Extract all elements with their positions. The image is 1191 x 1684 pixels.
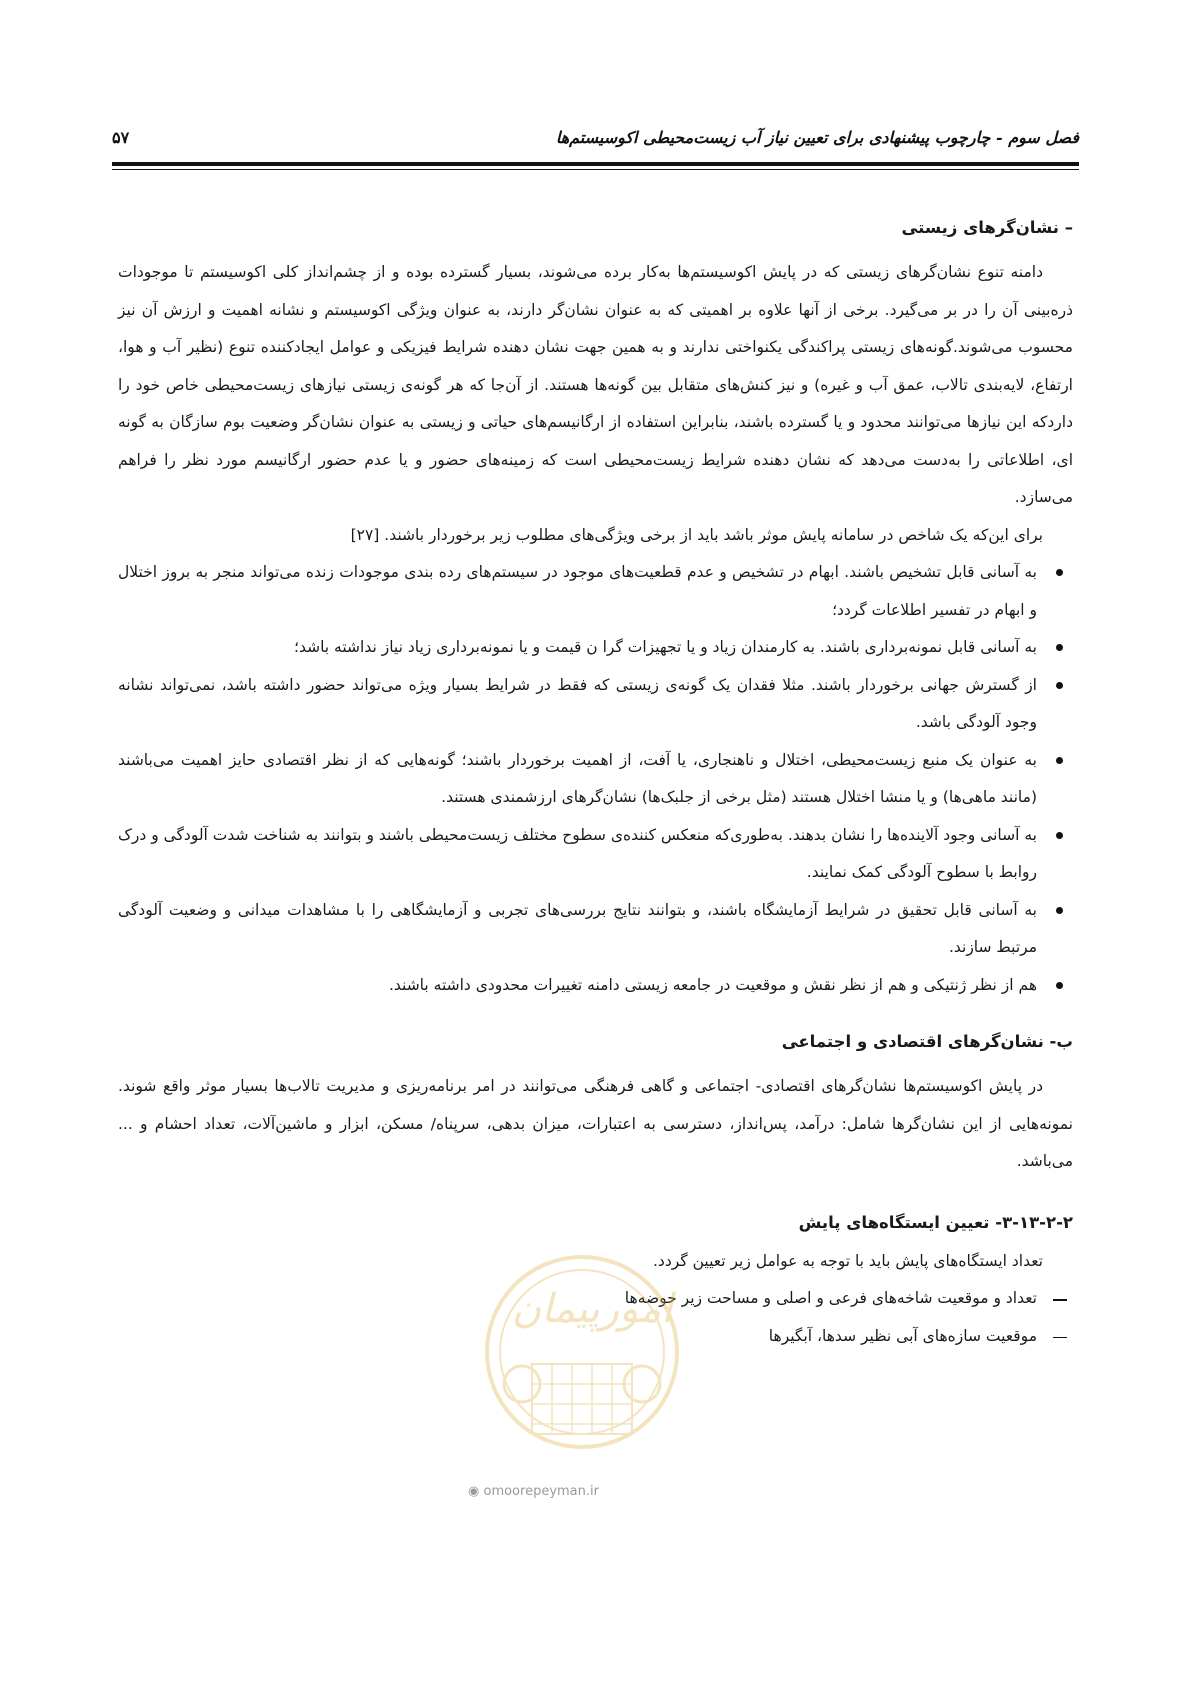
criteria-list	[118, 554, 1073, 1004]
chapter-title: فصل سوم - چارچوب پیشنهادی برای تعیین نیاز آب زیست‌محیطی اکوسیستم‌ها	[555, 128, 1079, 147]
list-item: هم از نظر ژنتیکی و هم از نظر نقش و موقعیت در جامعه زیستی دامنه تغییرات محدودی داشته باشند.	[118, 967, 1073, 1005]
heading-economic-indicators: ب- نشان‌گرهای اقتصادی و اجتماعی	[781, 1032, 1073, 1051]
watermark-logo	[462, 1244, 762, 1474]
heading-biological-indicators: – نشان‌گرهای زیستی	[901, 218, 1073, 237]
body-content	[118, 208, 1073, 1355]
list-item: به آسانی قابل تشخیص باشند. ابهام در تشخیص و عدم قطعیت‌های موجود در سیستم‌های رده بندی موجودات زنده می‌تواند منجر به بروز اختلال و ابهام در تفسیر اطلاعات گردد؛	[118, 554, 1073, 629]
list-item: به عنوان یک منبع زیست‌محیطی، اختلال و ناهنجاری، یا آفت، از اهمیت برخوردار باشند؛ گونه‌هایی که از نظر اقتصادی حایز اهمیت می‌باشند (مانند ماهی‌ها) و یا منشا اختلال هستند (مثل برخی از جلبک‌ها) نشان‌گرهای ارزشمندی هستند.	[118, 742, 1073, 817]
list-item: موقعیت سازه‌های آبی نظیر سدها، آبگیرها	[118, 1318, 1073, 1356]
list-item: به آسانی قابل تحقیق در شرایط آزمایشگاه باشند، و بتوانند نتایج بررسی‌های تجربی و آزمایشگاهی را با مشاهدات میدانی و وضعیت آلودگی مرتبط سازند.	[118, 892, 1073, 967]
list-item: به آسانی قابل نمونه‌برداری باشند. به کارمندان زیاد و یا تجهیزات گرا ن قیمت و یا نمونه‌برداری زیاد نیاز نداشته باشد؛	[118, 629, 1073, 667]
paragraph-biological: دامنه تنوع نشان‌گرهای زیستی که در پایش اکوسیستم‌ها به‌کار برده می‌شوند، بسیار گسترده بوده و از چشم‌انداز کلی اکوسیستم تا موجودات ذره‌بینی آن را در بر می‌گیرد. برخی از آنها علاوه بر اهمیتی که به عنوان نشان‌گر دارند، به عنوان ویژگی اکوسیستم و نشانه اهمیت و ارزش آن نیز محسوب می‌شوند.گونه‌های زیستی پراکندگی یکنواختی ندارند و به همین جهت نشان دهنده شرایط فیزیکی و عوامل ایجادکننده تنوع (نظیر آب و هوا، ارتفاع، لایه‌بندی تالاب، عمق آب و غیره) و نیز کنش‌های متقابل بین گونه‌ها هستند. از آن‌جا که هر گونه‌ی زیستی نیازهای زیست‌محیطی خاص خود را داردکه این نیازها می‌توانند محدود و یا گسترده باشند، بنابراین استفاده از ارگانیسم‌های حیاتی و زیستی به عنوان نشان‌گر وضعیت بوم سازگان به گونه ای، اطلاعاتی را به‌دست می‌دهد که نشان دهنده شرایط زیست‌محیطی است که زمینه‌های حضور و یا عدم حضور ارگانیسم مورد نظر را فراهم می‌سازد.	[118, 263, 1073, 506]
page-number: ۵۷	[112, 128, 130, 147]
watermark-url: ◉ omoorepeyman.ir	[468, 1484, 599, 1499]
paragraph-criteria-intro: برای این‌که یک شاخص در سامانه پایش موثر باشد باید از برخی ویژگی‌های مطلوب زیر برخوردار باشند. [۲۷]	[350, 525, 1043, 544]
paragraph-stations-intro: تعداد ایستگاه‌های پایش باید با توجه به عوامل زیر تعیین گردد.	[653, 1251, 1043, 1270]
running-header	[112, 128, 1079, 158]
list-item: تعداد و موقعیت شاخه‌های فرعی و اصلی و مساحت زیر حوضه‌ها	[118, 1280, 1073, 1318]
heading-monitoring-stations: ۳-۱۳-۲-۲- تعیین ایستگاه‌های پایش	[798, 1212, 1073, 1232]
paragraph-economic: در پایش اکوسیستم‌ها نشان‌گرهای اقتصادی- اجتماعی و گاهی فرهنگی می‌توانند در امر برنامه‌ریزی و مدیریت تالاب‌ها بسیار موثر واقع شوند. نمونه‌هایی از این نشان‌گرها شامل: درآمد، پس‌انداز، دسترسی به اعتبارات، میزان بدهی، سرپناه/ مسکن، ابزار و ماشین‌آلات، تعداد احشام و ... می‌باشد.	[118, 1077, 1073, 1170]
list-item: از گسترش جهانی برخوردار باشند. مثلا فقدان یک گونه‌ی زیستی که فقط در شرایط بسیار ویژه می‌تواند حضور داشته باشد، نمی‌تواند نشانه وجود آلودگی باشد.	[118, 667, 1073, 742]
header-rule-thick	[112, 162, 1079, 166]
watermark-logo-text: امورپیمان	[511, 1286, 673, 1332]
header-rule-thin	[112, 169, 1079, 170]
list-item: به آسانی وجود آلاینده‌ها را نشان بدهند. به‌طوری‌که منعکس کننده‌ی سطوح مختلف زیست‌محیطی باشند و بتوانند به شناخت شدت آلودگی و درک روابط با سطوح آلودگی کمک نمایند.	[118, 817, 1073, 892]
